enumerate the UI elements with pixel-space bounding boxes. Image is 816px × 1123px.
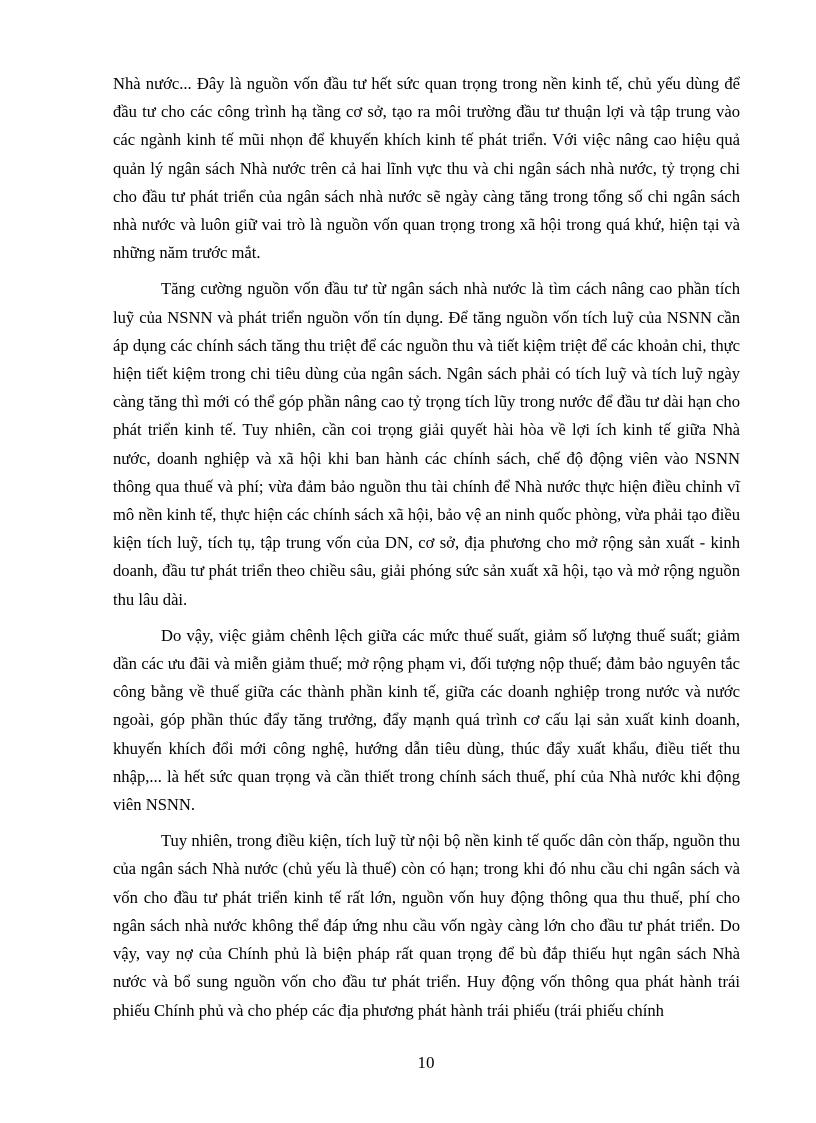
paragraph-4: Tuy nhiên, trong điều kiện, tích luỹ từ nội bộ nền kinh tế quốc dân còn thấp, nguồn thu của ngân sách Nhà nước (chủ yếu là thuế) còn có hạn; trong khi đó nhu cầu chi ngân sách và vốn cho đầu tư phát triển kinh tế rất lớn, nguồn vốn huy động thông qua thu thuế, phí cho ngân sách nhà nước không thể đáp ứng nhu cầu vốn ngày càng lớn cho đầu tư phát triển. Do vậy, vay nợ của Chính phủ là biện pháp rất quan trọng để bù đắp thiếu hụt ngân sách Nhà nước và bổ sung nguồn vốn cho đầu tư phát triển. Huy động vốn thông qua phát hành trái phiếu Chính phủ và cho phép các địa phương phát hành trái phiếu (trái phiếu chính — [113, 831, 740, 1020]
page-number: 10 — [417, 1053, 435, 1072]
paragraph-2: Tăng cường nguồn vốn đầu tư từ ngân sách nhà nước là tìm cách nâng cao phần tích luỹ của NSNN và phát triển nguồn vốn tín dụng. Để tăng nguồn vốn tích luỹ của NSNN cần áp dụng các chính sách tăng thu triệt để các nguồn thu và tiết kiệm triệt để các khoản chi, thực hiện tiết kiệm trong chi tiêu dùng của ngân sách. Ngân sách phải có tích luỹ và tích luỹ ngày càng tăng thì mới có thể góp phần nâng cao tỷ trọng tích lũy trong nước để đầu tư dài hạn cho phát triển kinh tế. Tuy nhiên, cần coi trọng giải quyết hài hòa về lợi ích kinh tế giữa Nhà nước, doanh nghiệp và xã hội khi ban hành các chính sách, chế độ động viên vào NSNN thông qua thuế và phí; vừa đảm bảo nguồn thu tài chính để Nhà nước thực hiện điều chỉnh vĩ mô nền kinh tế, thực hiện các chính sách xã hội, bảo vệ an ninh quốc phòng, vừa phải tạo điều kiện tích luỹ, tích tụ, tập trung vốn của DN, cơ sở, địa phương cho mở rộng sản xuất - kinh doanh, đầu tư phát triển theo chiều sâu, giải phóng sức sản xuất xã hội, tạo và mở rộng nguồn thu lâu dài. — [113, 279, 740, 609]
body-text — [113, 70, 740, 1033]
paragraph-3: Do vậy, việc giảm chênh lệch giữa các mức thuế suất, giảm số lượng thuế suất; giảm dần các ưu đãi và miễn giảm thuế; mở rộng phạm vi, đối tượng nộp thuế; đảm bảo nguyên tắc công bằng về thuế giữa các thành phần kinh tế, giữa các doanh nghiệp trong nước và nước ngoài, góp phần thúc đẩy tăng trưởng, đẩy mạnh quá trình cơ cấu lại sản xuất kinh doanh, khuyến khích đổi mới công nghệ, hướng dẫn tiêu dùng, thúc đẩy xuất khẩu, điều tiết thu nhập,... là hết sức quan trọng và cần thiết trong chính sách thuế, phí của Nhà nước khi động viên NSNN. — [113, 625, 740, 815]
paragraph-1: Nhà nước... Đây là nguồn vốn đầu tư hết sức quan trọng trong nền kinh tế, chủ yếu dùng để đầu tư cho các công trình hạ tầng cơ sở, tạo ra môi trường đầu tư thuận lợi và tập trung vào các ngành kinh tế mũi nhọn để khuyến khích kinh tế phát triển. Với việc nâng cao hiệu quả quản lý ngân sách Nhà nước trên cả hai lĩnh vực thu và chi ngân sách nhà nước, tỷ trọng chi cho đầu tư phát triển của ngân sách nhà nước sẽ ngày càng tăng trong tổng số chi ngân sách nhà nước và luôn giữ vai trò là nguồn vốn quan trọng trong xã hội trong quá khứ, hiện tại và những năm trước mắt. — [113, 74, 740, 263]
